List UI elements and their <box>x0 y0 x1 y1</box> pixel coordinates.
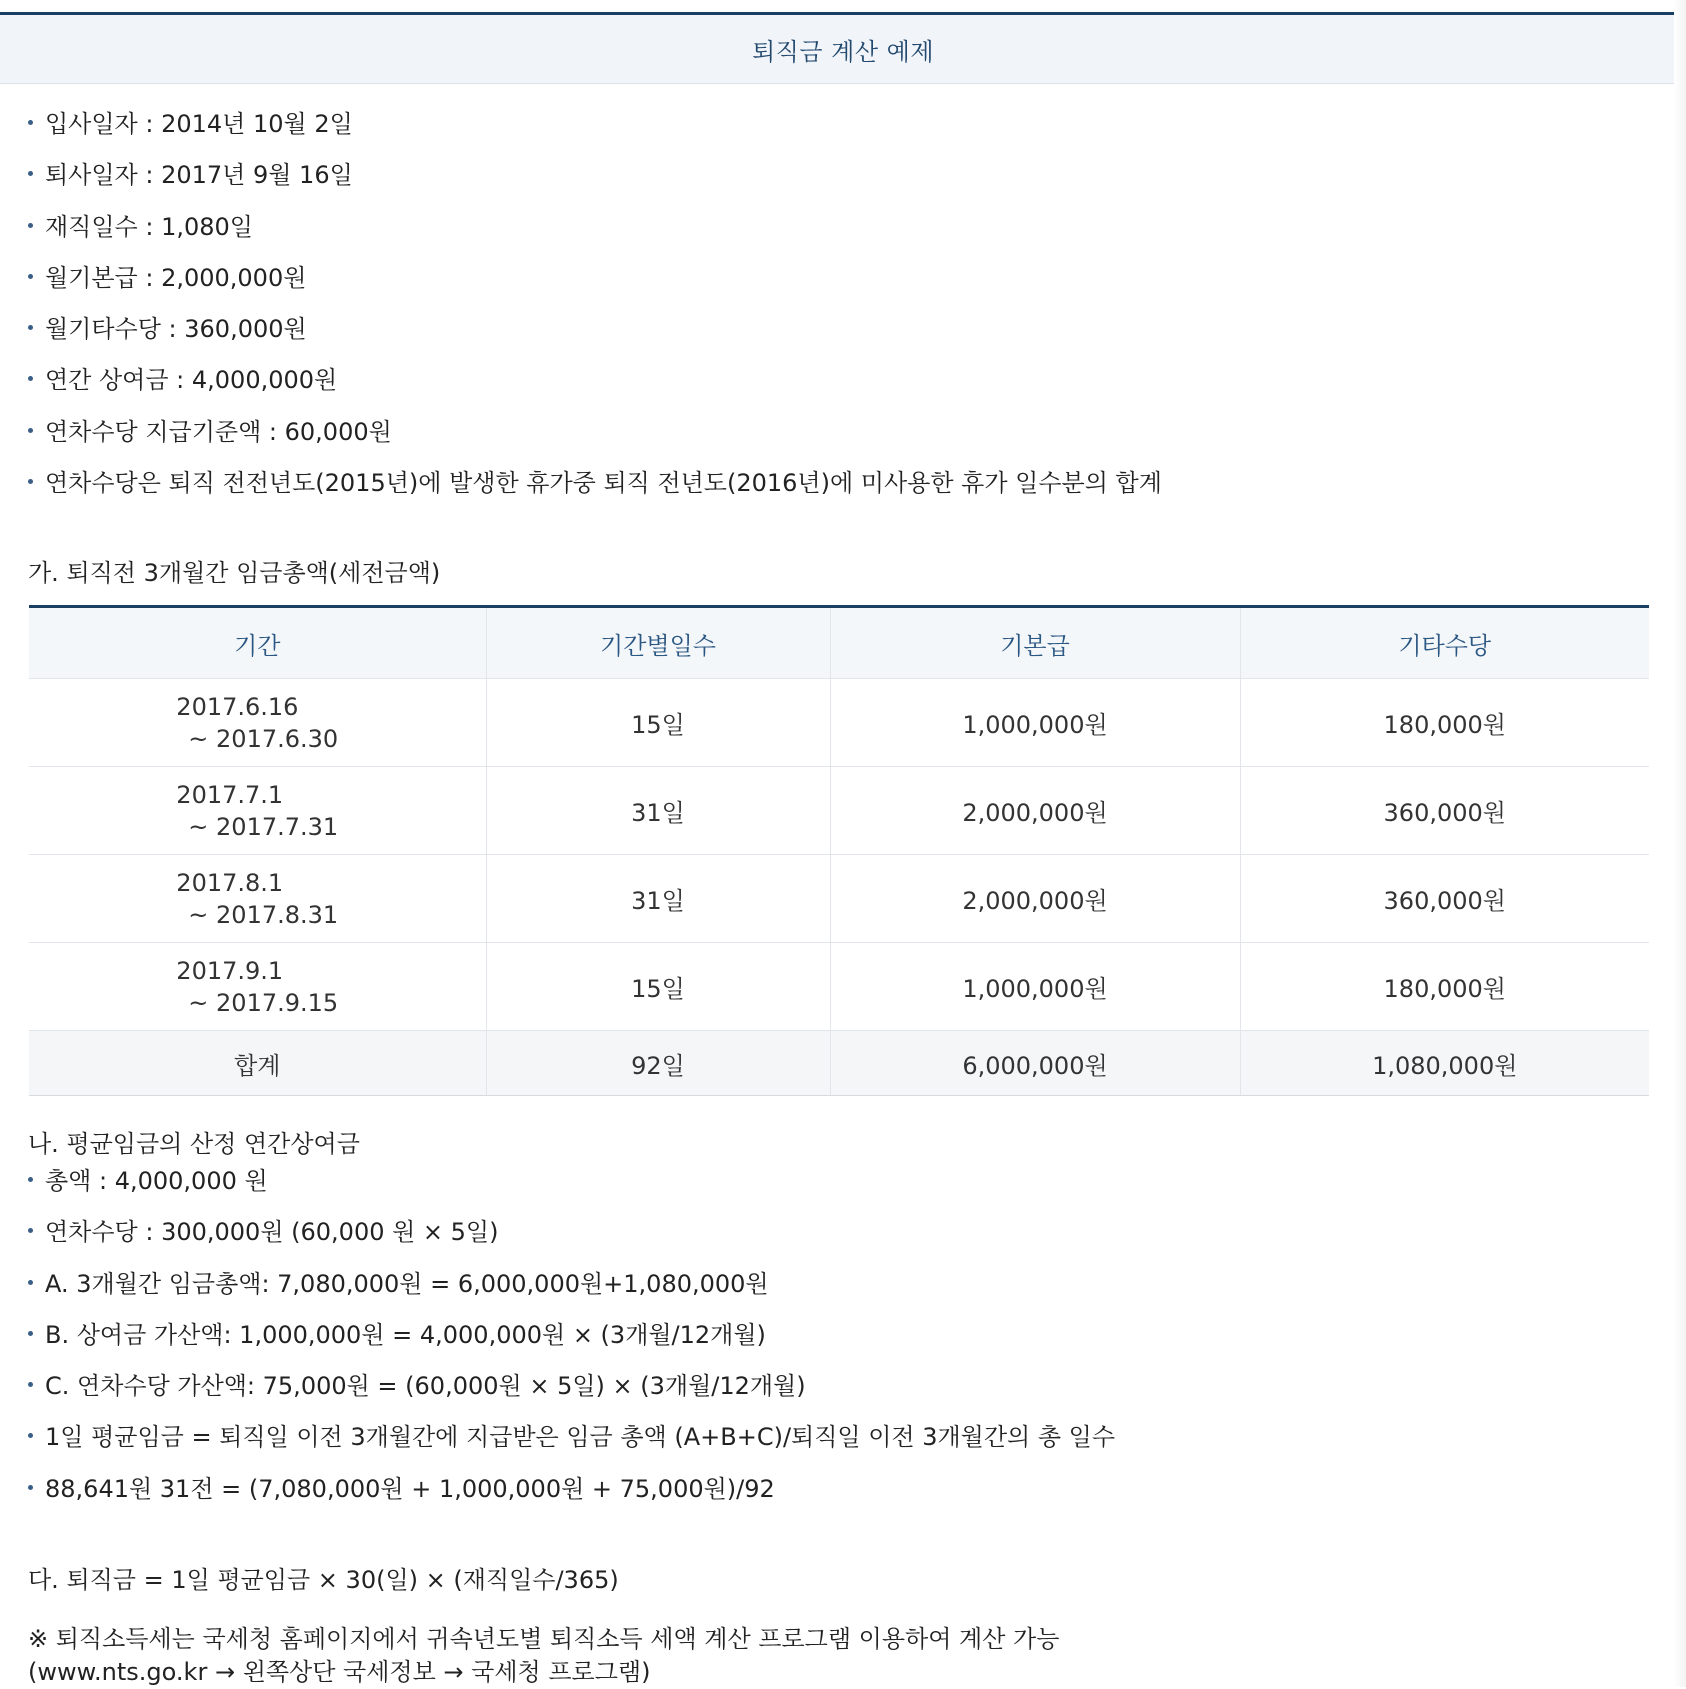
calc-item <box>28 1417 1115 1468</box>
section-heading-a: 가. 퇴직전 3개월간 임금총액(세전금액) <box>28 559 441 587</box>
calc-text: 총액 : 4,000,000 원 <box>45 1167 268 1195</box>
info-text: 연차수당 지급기준액 : 60,000원 <box>45 417 392 446</box>
calc-text: C. 연차수당 가산액: 75,000원 = (60,000원 × 5일) × (3개월/12개월) <box>45 1372 806 1401</box>
period-to: ~ 2017.8.31 <box>188 900 339 929</box>
info-item <box>28 360 1162 411</box>
bullet-icon <box>28 376 33 381</box>
basic-pay-cell: 2,000,000원 <box>830 855 1240 943</box>
period-from: 2017.6.16 <box>176 692 299 721</box>
section-heading-c: 다. 퇴직금 = 1일 평균임금 × 30(일) × (재직일수/365) <box>28 1566 619 1594</box>
bullet-icon <box>28 479 33 484</box>
table-row <box>29 679 1649 767</box>
calc-item <box>28 1366 1115 1417</box>
period-from: 2017.9.1 <box>176 956 284 985</box>
period-cell <box>29 943 486 1031</box>
bullet-icon <box>28 1331 33 1336</box>
period-to: ~ 2017.6.30 <box>188 724 339 753</box>
period-from: 2017.8.1 <box>176 868 284 897</box>
calc-text: 1일 평균임금 = 퇴직일 이전 3개월간에 지급받은 임금 총액 (A+B+C)/퇴직일 이전 3개월간의 총 일수 <box>45 1423 1116 1452</box>
calc-item <box>28 1212 1115 1263</box>
bullet-icon <box>28 325 33 330</box>
info-text: 입사일자 : 2014년 10월 2일 <box>45 110 353 138</box>
days-cell: 15일 <box>486 943 830 1031</box>
bullet-icon <box>28 1485 33 1490</box>
table-header-row <box>29 608 1649 679</box>
table-total-row <box>29 1031 1649 1096</box>
calc-item <box>28 1161 1115 1212</box>
info-item <box>28 104 1162 155</box>
note-line: (www.nts.go.kr → 왼쪽상단 국세정보 → 국세청 프로그램) <box>28 1658 651 1686</box>
table-row <box>29 855 1649 943</box>
calc-text: A. 3개월간 임금총액: 7,080,000원 = 6,000,000원+1,080,000원 <box>45 1269 769 1298</box>
total-days: 92일 <box>486 1031 830 1096</box>
total-basic-pay: 6,000,000원 <box>830 1031 1240 1096</box>
other-allowance-cell: 180,000원 <box>1240 943 1649 1031</box>
bullet-icon <box>28 120 33 125</box>
tax-note <box>28 1623 1059 1689</box>
bullet-icon <box>28 1280 33 1285</box>
note-line: ※ 퇴직소득세는 국세청 홈페이지에서 귀속년도별 퇴직소득 세액 계산 프로그램 이용하여 계산 가능 <box>28 1625 1060 1653</box>
wage-table <box>29 605 1649 1096</box>
bullet-icon <box>28 1228 33 1233</box>
period-cell <box>29 855 486 943</box>
info-item <box>28 258 1162 309</box>
days-cell: 31일 <box>486 855 830 943</box>
bullet-icon <box>28 171 33 176</box>
info-text: 연간 상여금 : 4,000,000원 <box>45 366 338 395</box>
period-to: ~ 2017.9.15 <box>188 988 339 1017</box>
info-item <box>28 463 1162 514</box>
days-cell: 15일 <box>486 679 830 767</box>
info-item <box>28 412 1162 463</box>
scroll-edge-shadow <box>1674 0 1686 1687</box>
total-label: 합계 <box>29 1031 486 1096</box>
bullet-icon <box>28 274 33 279</box>
calc-text: 88,641원 31전 = (7,080,000원 + 1,000,000원 + 75,000원)/92 <box>45 1474 775 1503</box>
info-text: 퇴사일자 : 2017년 9월 16일 <box>45 161 353 190</box>
period-cell <box>29 679 486 767</box>
table-row <box>29 943 1649 1031</box>
calc-item <box>28 1469 1115 1520</box>
column-header: 기간 <box>29 608 486 679</box>
info-list <box>28 104 1162 514</box>
info-text: 월기본급 : 2,000,000원 <box>45 263 307 292</box>
other-allowance-cell: 360,000원 <box>1240 767 1649 855</box>
bullet-icon <box>28 1433 33 1438</box>
calc-text: 연차수당 : 300,000원 (60,000 원 × 5일) <box>45 1218 499 1247</box>
basic-pay-cell: 1,000,000원 <box>830 943 1240 1031</box>
info-text: 월기타수당 : 360,000원 <box>45 315 307 344</box>
calc-list <box>28 1161 1115 1520</box>
total-other-allowance: 1,080,000원 <box>1240 1031 1649 1096</box>
period-to: ~ 2017.7.31 <box>188 812 339 841</box>
info-item <box>28 155 1162 206</box>
calc-text: B. 상여금 가산액: 1,000,000원 = 4,000,000원 × (3개월/12개월) <box>45 1320 766 1349</box>
period-cell <box>29 767 486 855</box>
info-item <box>28 309 1162 360</box>
bullet-icon <box>28 223 33 228</box>
days-cell: 31일 <box>486 767 830 855</box>
calc-item <box>28 1315 1115 1366</box>
page-title: 퇴직금 계산 예제 <box>0 12 1686 84</box>
column-header: 기본급 <box>830 608 1240 679</box>
calc-item <box>28 1264 1115 1315</box>
other-allowance-cell: 180,000원 <box>1240 679 1649 767</box>
table-row <box>29 767 1649 855</box>
column-header: 기간별일수 <box>486 608 830 679</box>
bullet-icon <box>28 1177 33 1182</box>
info-text: 재직일수 : 1,080일 <box>45 212 253 241</box>
info-item <box>28 207 1162 258</box>
column-header: 기타수당 <box>1240 608 1649 679</box>
section-heading-b: 나. 평균임금의 산정 연간상여금 <box>28 1130 360 1158</box>
other-allowance-cell: 360,000원 <box>1240 855 1649 943</box>
basic-pay-cell: 2,000,000원 <box>830 767 1240 855</box>
bullet-icon <box>28 428 33 433</box>
basic-pay-cell: 1,000,000원 <box>830 679 1240 767</box>
info-text: 연차수당은 퇴직 전전년도(2015년)에 발생한 휴가중 퇴직 전년도(2016년)에 미사용한 휴가 일수분의 합계 <box>45 469 1162 498</box>
bullet-icon <box>28 1382 33 1387</box>
period-from: 2017.7.1 <box>176 780 284 809</box>
